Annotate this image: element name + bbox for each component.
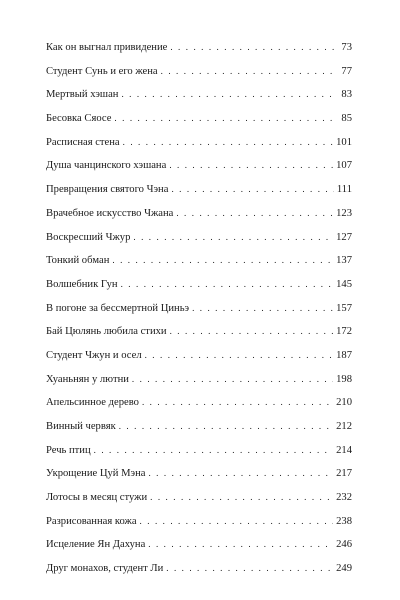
toc-entry-title: Студент Чжун и осел — [46, 349, 142, 361]
dot-leader — [145, 344, 334, 368]
toc-entry-page-number: 137 — [336, 255, 352, 267]
toc-entry — [46, 107, 352, 131]
dot-leader — [142, 391, 333, 415]
toc-entry-title: Врачебное искусство Чжана — [46, 207, 174, 219]
toc-entry-page-number: 210 — [336, 397, 352, 409]
toc-entry — [46, 415, 352, 439]
toc-entry — [46, 226, 352, 250]
toc-entry-title: Речь птиц — [46, 444, 91, 456]
dot-leader — [170, 36, 335, 60]
toc-entry — [46, 368, 352, 392]
toc-entry-page-number: 172 — [336, 326, 352, 338]
toc-entry — [46, 202, 352, 226]
dot-leader — [161, 60, 335, 84]
toc-entry-title: Разрисованная кожа — [46, 515, 137, 527]
toc-entry-title: Студент Сунь и его жена — [46, 65, 158, 77]
toc-entry-title: Винный червяк — [46, 421, 116, 432]
toc-entry-page-number: 212 — [336, 421, 352, 432]
toc-entry-title: Превращения святого Чэна — [46, 184, 169, 196]
toc-entry-page-number: 232 — [336, 492, 352, 504]
dot-leader — [169, 154, 333, 178]
toc-entry — [46, 273, 352, 297]
toc-entry-title: Бесовка Сяосе — [46, 113, 112, 125]
toc-entry — [46, 486, 352, 510]
toc-entry-title: Исцеление Ян Дахуна — [46, 539, 146, 551]
dot-leader — [114, 107, 335, 131]
toc-entry-page-number: 127 — [336, 231, 352, 243]
toc-entry-page-number: 198 — [336, 373, 352, 385]
toc-entry — [46, 557, 352, 581]
toc-entry-page-number: 77 — [341, 65, 352, 77]
toc-entry-title: Как он выгнал привидение — [46, 42, 168, 53]
toc-entry — [46, 36, 352, 60]
dot-leader — [119, 415, 333, 439]
toc-entry — [46, 83, 352, 107]
toc-entry-title: Волшебник Гун — [46, 278, 118, 290]
dot-leader — [121, 273, 334, 297]
toc-entry-page-number: 123 — [336, 207, 352, 219]
toc-entry — [46, 439, 352, 463]
dot-leader — [123, 131, 333, 155]
toc-entry-page-number: 83 — [341, 89, 352, 101]
toc-entry-title: Мертвый хэшан — [46, 89, 119, 101]
toc-entry — [46, 320, 352, 344]
toc-entry — [46, 462, 352, 486]
toc-entry-page-number: 85 — [341, 113, 352, 125]
toc-entry — [46, 154, 352, 178]
toc-entry — [46, 60, 352, 84]
toc-entry-page-number: 214 — [336, 444, 352, 456]
dot-leader — [170, 320, 334, 344]
dot-leader — [94, 439, 333, 463]
dot-leader — [166, 557, 333, 581]
dot-leader — [148, 533, 333, 557]
toc-entry — [46, 510, 352, 534]
toc-entry-page-number: 73 — [341, 42, 352, 53]
toc-entry-page-number: 107 — [336, 160, 352, 172]
toc-entry-title: Хуаньнян у лютни — [46, 373, 129, 385]
dot-leader — [192, 297, 333, 321]
toc-entry — [46, 297, 352, 321]
toc-entry-page-number: 157 — [336, 302, 352, 314]
toc-entry-title: Лотосы в месяц стужи — [46, 492, 148, 504]
toc-entry-page-number: 101 — [336, 136, 352, 148]
toc-entry — [46, 131, 352, 155]
toc-entry-page-number: 246 — [336, 539, 352, 551]
toc-entry-page-number: 217 — [336, 468, 352, 480]
toc-entry-title: Расписная стена — [46, 136, 120, 148]
toc-entry-title: Душа чанцинского хэшана — [46, 160, 167, 172]
toc-entry — [46, 391, 352, 415]
toc-entry-title: Бай Цюлянь любила стихи — [46, 326, 167, 338]
toc-entry — [46, 249, 352, 273]
dot-leader — [140, 510, 334, 534]
dot-leader — [171, 178, 333, 202]
toc-entry-page-number: 145 — [336, 278, 352, 290]
dot-leader — [148, 462, 333, 486]
table-of-contents — [46, 36, 352, 581]
toc-entry-page-number: 111 — [336, 184, 352, 196]
toc-entry-page-number: 238 — [336, 515, 352, 527]
dot-leader — [150, 486, 333, 510]
toc-entry-title: Апельсинное дерево — [46, 397, 139, 409]
dot-leader — [121, 83, 335, 107]
toc-entry-page-number: 249 — [336, 563, 352, 575]
dot-leader — [176, 202, 333, 226]
toc-entry-title: Воскресший Чжур — [46, 231, 131, 243]
toc-entry-title: Тонкий обман — [46, 255, 110, 267]
dot-leader — [133, 226, 333, 250]
toc-entry — [46, 344, 352, 368]
toc-entry-page-number: 187 — [336, 349, 352, 361]
toc-entry-title: Друг монахов, студент Ли — [46, 563, 164, 575]
dot-leader — [132, 368, 333, 392]
dot-leader — [112, 249, 333, 273]
toc-entry-title: В погоне за бессмертной Циньэ — [46, 302, 190, 314]
toc-entry — [46, 533, 352, 557]
toc-entry-title: Укрощение Цуй Мэна — [46, 468, 146, 480]
toc-entry — [46, 178, 352, 202]
